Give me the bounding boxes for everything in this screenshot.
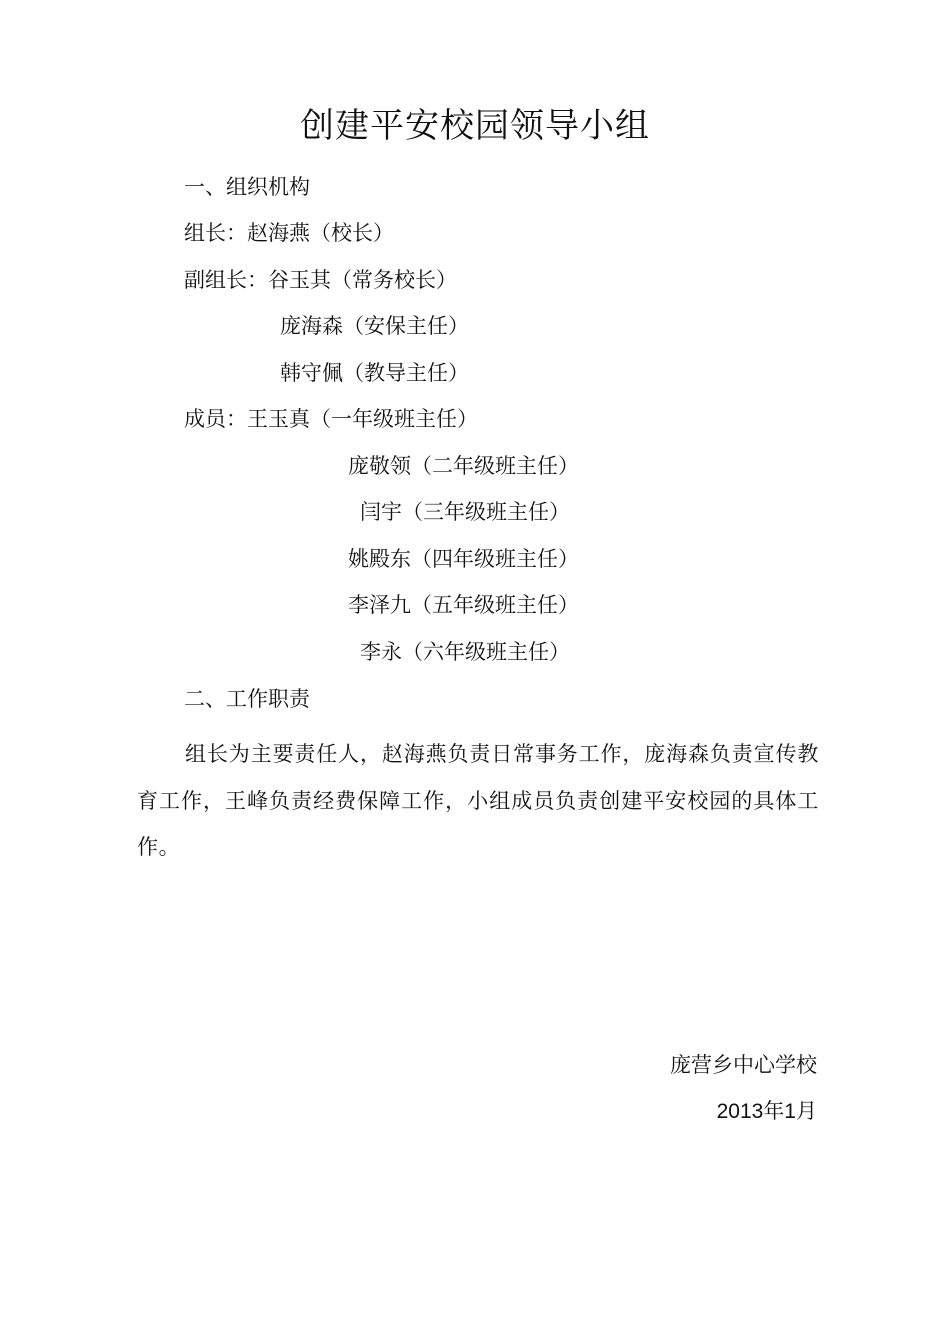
document-title: 创建平安校园领导小组 — [300, 106, 650, 146]
member-line: 成员：王玉真（一年级班主任） — [184, 407, 478, 431]
member-line: 姚殿东（四年级班主任） — [348, 547, 579, 571]
member-line: 庞敬领（二年级班主任） — [348, 454, 579, 478]
member-line: 闫宇（三年级班主任） — [360, 500, 570, 524]
leader-line: 组长：赵海燕（校长） — [184, 221, 394, 245]
member-line: 李永（六年级班主任） — [360, 640, 570, 664]
signature-date: 2013年1月 — [716, 1100, 817, 1123]
deputy-leader-line: 庞海森（安保主任） — [280, 314, 469, 338]
duties-paragraph: 组长为主要责任人，赵海燕负责日常事务工作，庞海森负责宣传教育工作，王峰负责经费保障工作，小组成员负责创建平安校园的具体工作。 — [137, 742, 819, 859]
signature-organization: 庞营乡中心学校 — [670, 1053, 817, 1077]
deputy-leader-line: 副组长：谷玉其（常务校长） — [184, 268, 457, 292]
member-line: 李泽九（五年级班主任） — [348, 593, 579, 617]
section-heading-duties: 二、工作职责 — [184, 687, 310, 711]
section-heading-organization: 一、组织机构 — [184, 175, 310, 199]
deputy-leader-line: 韩守佩（教导主任） — [280, 361, 469, 385]
